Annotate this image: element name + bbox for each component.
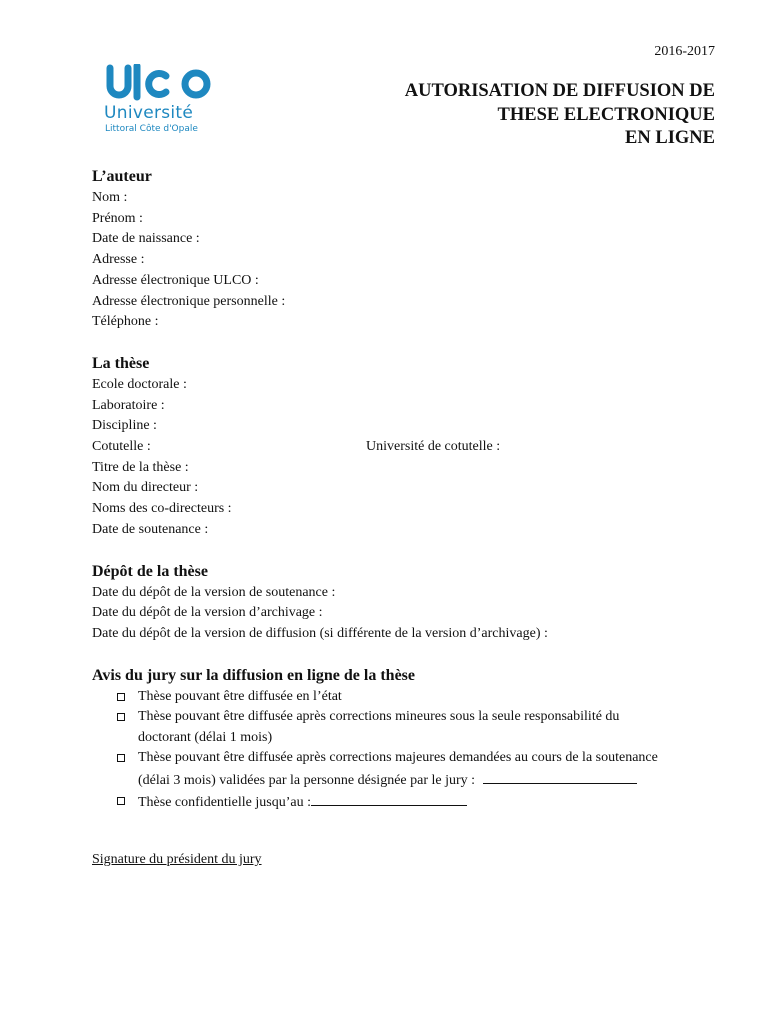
- section-these: [92, 353, 722, 541]
- section-depot: [92, 561, 722, 645]
- option-text: Thèse pouvant être diffusée en l’état: [138, 688, 342, 704]
- option-text-with-blank: [138, 769, 722, 792]
- logo-subtitle: Littoral Côte d'Opale: [105, 124, 198, 134]
- option-text: Thèse pouvant être diffusée après corrections majeures demandées au cours de la soutenance: [138, 750, 658, 766]
- field-date-naissance: Date de naissance :: [92, 231, 200, 247]
- field-email-perso: Adresse électronique personnelle :: [92, 293, 286, 309]
- cotutelle-row: [92, 437, 722, 458]
- option-corrections-majeures: [92, 748, 722, 791]
- field-depot-archivage: Date du dépôt de la version d’archivage :: [92, 605, 323, 621]
- section-auteur: [92, 166, 722, 333]
- field-nom: Nom :: [92, 190, 128, 205]
- field-email-ulco: Adresse électronique ULCO :: [92, 272, 259, 288]
- section-title-depot: Dépôt de la thèse: [92, 562, 208, 580]
- title-line: EN LIGNE: [625, 128, 715, 148]
- checkbox-icon[interactable]: [117, 693, 125, 701]
- document-title: [405, 80, 715, 151]
- option-text: Thèse pouvant être diffusée après corrections mineures sous la seule responsabilité du: [138, 709, 620, 725]
- section-title-avis: Avis du jury sur la diffusion en ligne de la thèse: [92, 666, 416, 684]
- field-prenom: Prénom :: [92, 210, 143, 226]
- field-universite-cotutelle: Université de cotutelle :: [366, 439, 501, 455]
- designee-blank-line[interactable]: [483, 769, 637, 784]
- signature-label: Signature du président du jury: [92, 852, 262, 867]
- avis-options: [92, 687, 722, 814]
- field-adresse: Adresse :: [92, 252, 145, 268]
- form-content: [92, 166, 722, 814]
- section-title-these: La thèse: [92, 354, 150, 372]
- section-avis: [92, 665, 722, 814]
- checkbox-icon[interactable]: [117, 754, 125, 762]
- field-co-directeurs: Noms des co-directeurs :: [92, 501, 232, 517]
- field-depot-soutenance: Date du dépôt de la version de soutenance :: [92, 584, 336, 600]
- ulco-logo: [104, 64, 216, 136]
- field-cotutelle: Cotutelle :: [92, 439, 151, 455]
- option-text-with-blank: [138, 791, 722, 814]
- year-label: 2016-2017: [654, 44, 715, 59]
- option-corrections-mineures: [92, 707, 722, 748]
- section-title-auteur: L’auteur: [92, 168, 152, 185]
- checkbox-icon[interactable]: [117, 713, 125, 721]
- title-line: THESE ELECTRONIQUE: [497, 104, 715, 125]
- checkbox-icon[interactable]: [117, 797, 125, 805]
- field-ecole-doctorale: Ecole doctorale :: [92, 376, 187, 392]
- field-discipline: Discipline :: [92, 418, 157, 434]
- option-confidentielle: [92, 791, 722, 814]
- confidentielle-date-blank-line[interactable]: [311, 791, 467, 806]
- field-date-soutenance: Date de soutenance :: [92, 521, 209, 537]
- field-telephone: Téléphone :: [92, 314, 159, 330]
- logo-word: Université: [104, 103, 194, 123]
- title-line: AUTORISATION DE DIFFUSION DE: [404, 81, 715, 101]
- field-titre-these: Titre de la thèse :: [92, 459, 189, 475]
- option-diffusee-etat: [92, 687, 722, 708]
- option-text: Thèse confidentielle jusqu’au :: [138, 795, 311, 811]
- option-text: (délai 3 mois) validées par la personne désignée par le jury :: [138, 772, 476, 788]
- field-depot-diffusion: Date du dépôt de la version de diffusion (si différente de la version d’archivage) :: [92, 625, 548, 641]
- ulco-logo-mark: [104, 64, 216, 104]
- field-laboratoire: Laboratoire :: [92, 397, 165, 413]
- option-text: doctorant (délai 1 mois): [138, 729, 273, 745]
- field-nom-directeur: Nom du directeur :: [92, 480, 199, 496]
